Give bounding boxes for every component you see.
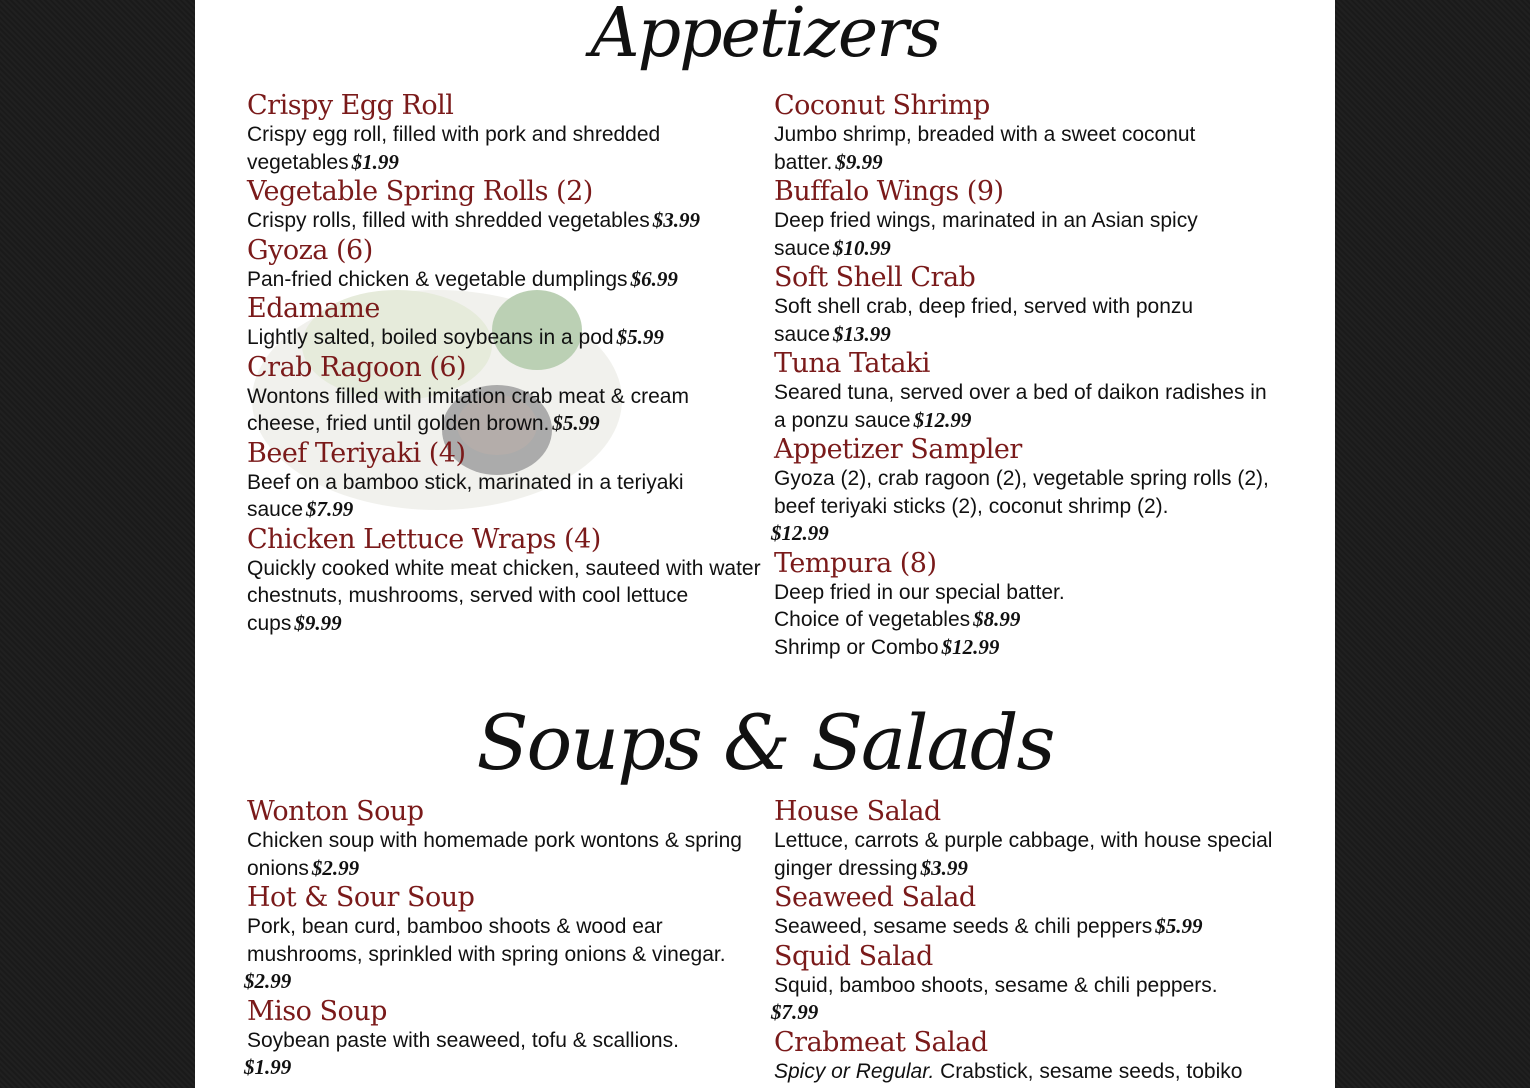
menu-item [247,352,762,438]
menu-item [247,293,762,352]
menu-item [774,1027,1284,1086]
item-description: Soft shell crab, deep fried, served with ponzu sauce $13.99 [774,295,1194,346]
item-name: Miso Soup [247,995,387,1027]
item-price: $13.99 [833,321,891,346]
item-price: $10.99 [833,235,891,260]
menu-item [247,90,762,176]
item-name: Crabmeat Salad [774,1026,988,1058]
item-name: Buffalo Wings (9) [774,176,1004,207]
item-description: Beef on a bamboo stick, marinated in a teriyaki sauce $7.99 [247,470,684,521]
item-name: Hot & Sour Soup [247,882,475,913]
item-description: Pork, bean curd, bamboo shoots & wood ear mushrooms, sprinkled with spring onions & vinegar. $2.99 [247,913,762,996]
item-name: Tempura (8) [774,547,937,579]
page-background-left [0,0,195,1088]
item-price: $6.99 [630,266,678,291]
menu-item [244,995,762,1082]
menu-item [774,882,1284,941]
item-description: Soybean paste with seaweed, tofu & scallions. $1.99 [247,1027,762,1082]
item-name: Gyoza (6) [247,234,373,266]
page-background-right [1335,0,1530,1088]
item-description: Lightly salted, boiled soybeans in a pod $5.99 [247,325,664,349]
item-name: Seaweed Salad [774,882,976,913]
item-price: $9.99 [835,149,883,174]
item-price: $8.99 [973,607,1021,631]
item-price: $3.99 [920,855,968,880]
item-description: Spicy or Regular. Crabstick, sesame seeds, tobiko [774,1059,1243,1083]
item-price: $2.99 [311,855,360,880]
menu-item [774,348,1284,434]
item-name: Chicken Lettuce Wraps (4) [247,523,601,555]
price-option: Choice of vegetables $8.99 [774,607,1021,631]
item-description: Pan-fried chicken & vegetable dumplings $6.99 [247,266,678,291]
item-name: Crispy Egg Roll [247,90,454,121]
price-option: Shrimp or Combo $12.99 [774,634,1000,659]
item-description: Lettuce, carrots & purple cabbage, with house special ginger dressing $3.99 [774,829,1273,880]
item-price: $9.99 [294,610,342,635]
appetizers-heading: Appetizers [590,0,940,73]
item-price: $3.99 [652,208,700,232]
item-description: Deep fried in our special batter. Choice of vegetables $8.99 Shrimp or Combo $12.99 [774,579,1284,662]
menu-item [771,434,1284,548]
item-price: $7.99 [771,1000,819,1024]
item-price: $5.99 [1155,914,1203,938]
item-description: Jumbo shrimp, breaded with a sweet coconut batter. $9.99 [774,123,1196,174]
soups-salads-heading: Soups & Salads [476,698,1054,787]
item-name: Soft Shell Crab [774,262,976,293]
item-name: Appetizer Sampler [774,434,1022,465]
item-price: $2.99 [244,969,292,993]
appetizers-left-column [247,90,762,637]
menu-item [774,90,1284,176]
item-name: Coconut Shrimp [774,90,990,121]
item-price: $1.99 [244,1055,292,1079]
item-name: Squid Salad [774,940,933,972]
item-name: House Salad [774,796,941,827]
menu-item [774,176,1284,262]
menu-item [247,438,762,524]
item-description: Deep fried wings, marinated in an Asian spicy sauce $10.99 [774,209,1198,260]
item-description: Gyoza (2), crab ragoon (2), vegetable spring rolls (2), beef teriyaki sticks (2), coconut shrimp (2). $12.99 [774,465,1284,548]
menu-item [247,524,762,638]
item-name: Tuna Tataki [774,348,930,379]
item-description: Crispy egg roll, filled with pork and shredded vegetables $1.99 [247,123,661,174]
item-name: Wonton Soup [247,796,424,827]
item-price: $1.99 [351,149,399,174]
item-price: $7.99 [306,497,354,521]
menu-page [195,0,1335,1088]
menu-item [244,882,762,996]
item-name: Crab Ragoon (6) [247,351,467,383]
item-price: $12.99 [941,634,1000,659]
item-name: Beef Teriyaki (4) [247,437,466,469]
item-note: Spicy or Regular. [774,1059,935,1083]
soups-left-column [244,796,762,1082]
item-price: $5.99 [616,325,664,349]
item-description: Quickly cooked white meat chicken, sauteed with water chestnuts, mushrooms, served with cool lettuce cups $9.99 [247,556,761,635]
item-price: $5.99 [552,411,600,435]
item-description: Squid, bamboo shoots, sesame & chili peppers. $7.99 [774,972,1284,1027]
item-price: $12.99 [913,407,972,432]
item-description: Crispy rolls, filled with shredded vegetables $3.99 [247,208,700,232]
item-price: $12.99 [771,521,829,545]
salads-right-column [771,796,1284,1085]
menu-item [771,940,1284,1027]
item-name: Edamame [247,293,380,324]
appetizers-right-column [771,90,1284,661]
menu-item [774,262,1284,348]
menu-item [247,235,762,294]
menu-item [247,796,762,882]
item-description: Chicken soup with homemade pork wontons & spring onions $2.99 [247,829,742,880]
menu-item [247,176,762,235]
item-description: Seared tuna, served over a bed of daikon radishes in a ponzu sauce $12.99 [774,381,1267,432]
item-name: Vegetable Spring Rolls (2) [247,176,593,207]
menu-item [774,796,1284,882]
menu-item [774,548,1284,662]
item-description: Wontons filled with imitation crab meat & cream cheese, fried until golden brown. $5.99 [247,384,689,435]
item-description: Seaweed, sesame seeds & chili peppers $5.99 [774,914,1203,938]
